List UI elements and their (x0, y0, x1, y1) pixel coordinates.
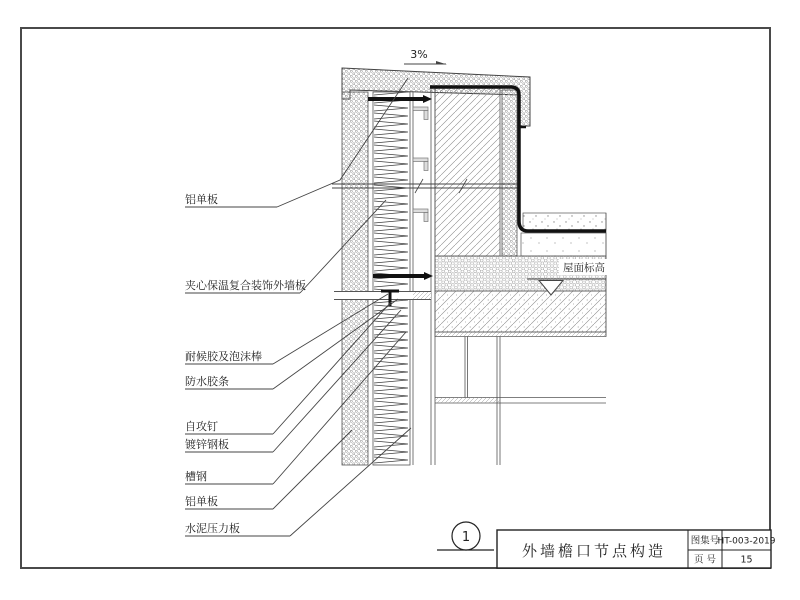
slab-soffit-band (435, 332, 606, 337)
exterior-wall-assembly (342, 92, 413, 465)
slope-label: 3% (410, 48, 428, 61)
svg-text:铝单板: 铝单板 (185, 193, 218, 206)
svg-text:镀锌钢板: 镀锌钢板 (185, 438, 229, 451)
atlas-no-label: 图集号 (690, 535, 720, 547)
page-no-value: 15 (740, 554, 753, 566)
atlas-no-value: HT-003-2019 (717, 536, 776, 547)
svg-text:水泥压力板: 水泥压力板 (185, 522, 240, 535)
parapet-inner-insulation (502, 90, 517, 256)
svg-text:铝单板: 铝单板 (185, 495, 218, 508)
svg-text:耐候胶及泡沫棒: 耐候胶及泡沫棒 (185, 350, 262, 363)
page-no-label: 页 号 (693, 554, 717, 566)
svg-text:防水胶条: 防水胶条 (185, 375, 229, 388)
roof-leveling-layer (521, 233, 606, 256)
parapet-concrete (435, 88, 500, 256)
elevation-label: 屋面标高 (563, 262, 605, 274)
drawing-title: 外墙檐口节点构造 (521, 542, 667, 560)
svg-text:夹心保温复合装饰外墙板: 夹心保温复合装饰外墙板 (185, 279, 306, 292)
roof-topping-layer (523, 213, 606, 230)
roof-structural-slab (435, 291, 606, 332)
svg-text:自攻钉: 自攻钉 (185, 420, 218, 433)
panel-joint (334, 292, 431, 300)
insulation-core (373, 92, 410, 465)
mortar-joint (435, 398, 500, 404)
outer-panel-skin (342, 92, 368, 465)
detail-number: 1 (461, 530, 471, 545)
svg-text:槽钢: 槽钢 (185, 470, 207, 483)
